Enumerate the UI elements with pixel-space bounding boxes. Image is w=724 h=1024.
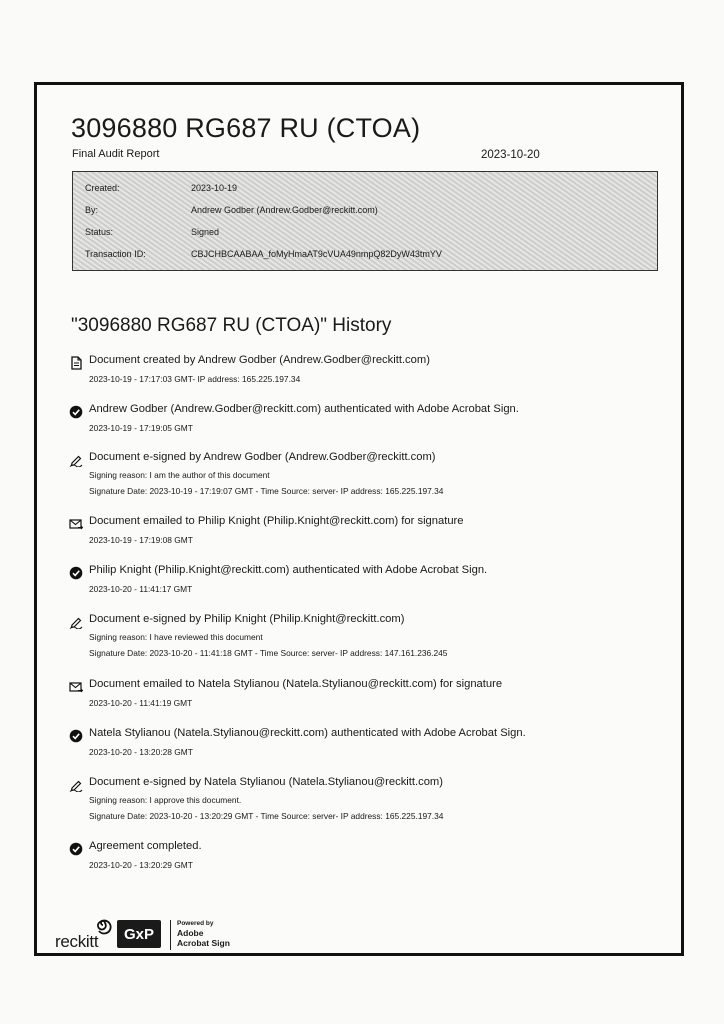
event-title: Andrew Godber (Andrew.Godber@reckitt.com) authenticated with Adobe Acrobat Sign. — [89, 403, 519, 415]
summary-box — [72, 171, 658, 271]
document-title: 3096880 RG687 RU (CTOA) — [71, 113, 421, 143]
event-title: Philip Knight (Philip.Knight@reckitt.com) authenticated with Adobe Acrobat Sign. — [89, 564, 488, 576]
event-signing-reason: Signing reason: I am the author of this document — [89, 470, 270, 480]
event-detail: 2023-10-20 - 13:20:29 GMT — [89, 860, 193, 870]
event-title: Document emailed to Philip Knight (Philip.Knight@reckitt.com) for signature — [89, 515, 464, 527]
report-date: 2023-10-20 — [481, 149, 540, 161]
info-label: Transaction ID: — [85, 249, 146, 259]
email-icon — [69, 680, 83, 694]
email-icon — [69, 517, 83, 531]
info-label: Status: — [85, 227, 114, 237]
event-detail: 2023-10-19 - 17:19:05 GMT — [89, 423, 193, 433]
event-detail: 2023-10-20 - 11:41:19 GMT — [89, 698, 193, 708]
info-label: Created: — [85, 183, 120, 193]
audit-report-page — [34, 82, 684, 956]
event-title: Document e-signed by Andrew Godber (Andrew.Godber@reckitt.com) — [89, 451, 436, 463]
event-detail: 2023-10-20 - 11:41:17 GMT — [89, 584, 193, 594]
event-title: Agreement completed. — [89, 840, 202, 852]
event-detail: 2023-10-19 - 17:19:08 GMT — [89, 535, 193, 545]
event-signing-reason: Signing reason: I approve this document. — [89, 795, 242, 805]
adobe-brand: Adobe — [177, 928, 204, 938]
checkmark-icon — [69, 842, 83, 856]
document-icon — [69, 356, 83, 370]
pen-icon — [69, 615, 83, 629]
info-value: Andrew Godber (Andrew.Godber@reckitt.com) — [191, 205, 378, 215]
reckitt-logo: reckitt — [55, 932, 99, 951]
checkmark-icon — [69, 729, 83, 743]
info-value: CBJCHBCAABAA_foMyHmaAT9cVUA49nmpQ82DyW43tmYV — [191, 249, 442, 259]
event-title: Document e-signed by Philip Knight (Philip.Knight@reckitt.com) — [89, 613, 405, 625]
powered-by-label: Powered by — [177, 920, 214, 927]
history-title: "3096880 RG687 RU (CTOA)" History — [71, 315, 392, 336]
gxp-badge: GxP — [117, 920, 161, 948]
event-signing-reason: Signing reason: I have reviewed this document — [89, 632, 263, 642]
event-detail: Signature Date: 2023-10-20 - 13:20:29 GMT - Time Source: server- IP address: 165.225.197.34 — [89, 811, 444, 821]
info-label: By: — [85, 205, 99, 215]
footer-logos — [55, 912, 255, 952]
pen-icon — [69, 778, 83, 792]
acrobat-sign-brand: Acrobat Sign — [177, 938, 230, 948]
pen-icon — [69, 453, 83, 467]
info-value: Signed — [191, 227, 220, 237]
event-title: Document e-signed by Natela Stylianou (Natela.Stylianou@reckitt.com) — [89, 776, 443, 788]
checkmark-icon — [69, 405, 83, 419]
event-title: Document emailed to Natela Stylianou (Natela.Stylianou@reckitt.com) for signature — [89, 678, 503, 690]
report-label: Final Audit Report — [72, 148, 160, 160]
info-value: 2023-10-19 — [191, 183, 238, 193]
event-detail: 2023-10-19 - 17:17:03 GMT- IP address: 165.225.197.34 — [89, 374, 301, 384]
checkmark-icon — [69, 566, 83, 580]
event-title: Document created by Andrew Godber (Andrew.Godber@reckitt.com) — [89, 354, 430, 366]
event-detail: 2023-10-20 - 13:20:28 GMT — [89, 747, 193, 757]
event-detail: Signature Date: 2023-10-19 - 17:19:07 GMT - Time Source: server- IP address: 165.225.197.34 — [89, 486, 444, 496]
footer-divider — [170, 920, 171, 950]
event-title: Natela Stylianou (Natela.Stylianou@reckitt.com) authenticated with Adobe Acrobat Sign. — [89, 727, 526, 739]
event-detail: Signature Date: 2023-10-20 - 11:41:18 GMT - Time Source: server- IP address: 147.161.236.245 — [89, 648, 448, 658]
